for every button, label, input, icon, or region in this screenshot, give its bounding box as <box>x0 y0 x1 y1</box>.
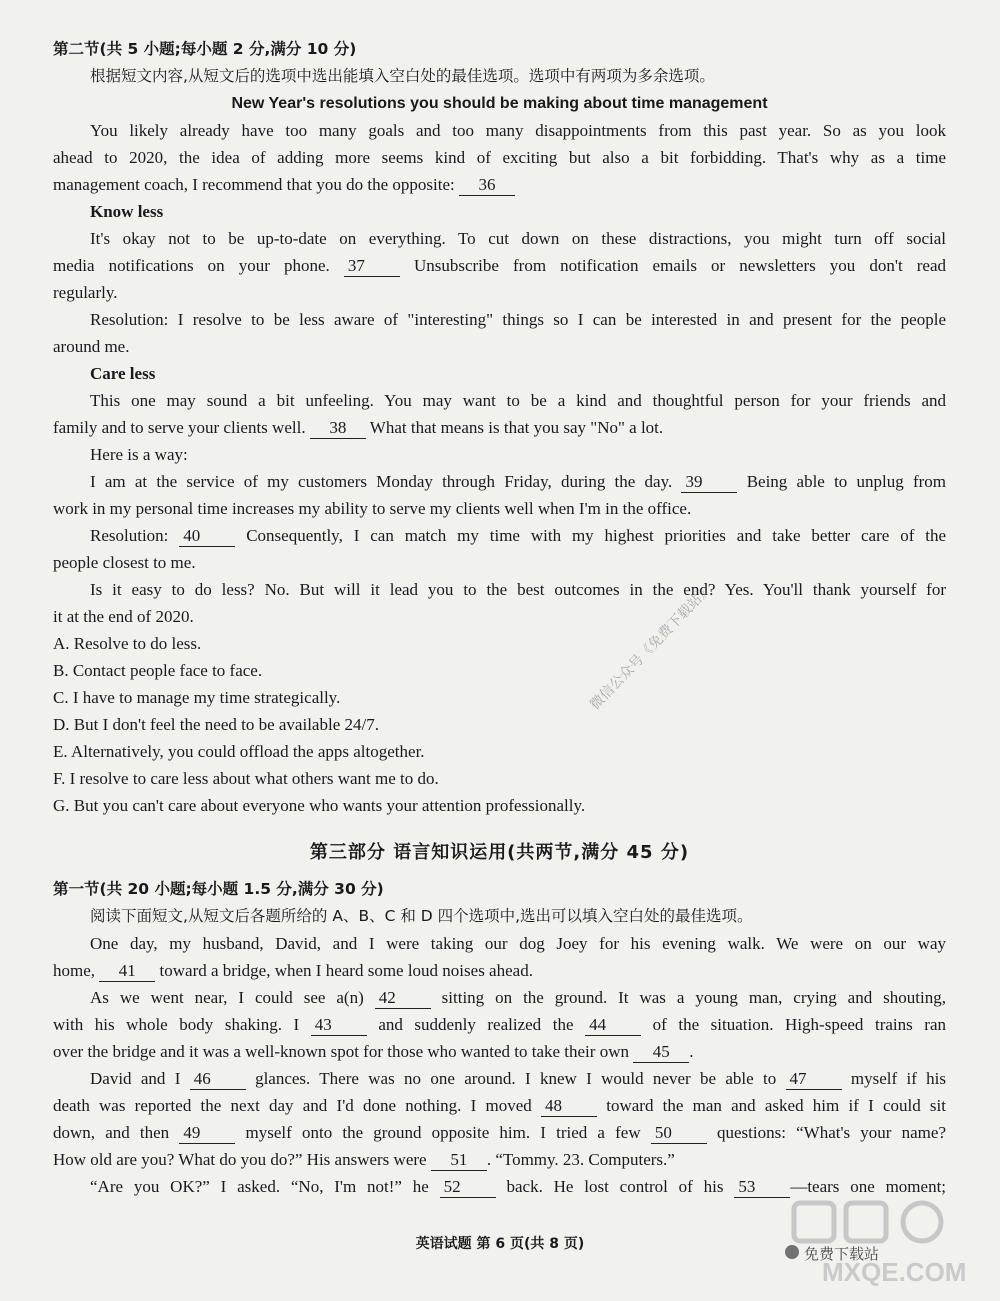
blank-46[interactable]: 46 <box>190 1069 246 1090</box>
text-segment: over the bridge and it was a well-known spot for those who wanted to take their own <box>53 1042 629 1061</box>
text-segment: I am at the service of my customers Monday through Friday, during the day. <box>90 472 673 491</box>
blank-37[interactable]: 37 <box>344 256 400 277</box>
blank-36[interactable]: 36 <box>459 175 515 196</box>
paragraph-line: Here is a way: <box>90 445 188 464</box>
text-segment: Unsubscribe from notification emails or newsletters you don't read <box>413 256 946 275</box>
option-a: A. Resolve to do less. <box>53 634 202 653</box>
paragraph-line <box>53 1011 946 1038</box>
svg-text:MXQE.COM: MXQE.COM <box>822 1257 967 1287</box>
paragraph-line: people closest to me. <box>53 553 196 572</box>
blank-45[interactable]: 45 <box>633 1042 689 1063</box>
paragraph-line: Is it easy to do less? No. But will it lead you to the best outcomes in the end? Yes. You'll thank yourself for <box>90 580 946 599</box>
blank-39[interactable]: 39 <box>681 472 737 493</box>
paragraph-line <box>90 1173 946 1200</box>
text-segment: myself if his <box>850 1069 947 1088</box>
text-segment: Resolution: <box>90 526 169 545</box>
part-3-title: 第三部分 语言知识运用(共两节,满分 45 分) <box>309 842 690 863</box>
text-segment: toward a bridge, when I heard some loud noises ahead. <box>159 961 533 980</box>
text-segment: home, <box>53 961 96 980</box>
passage-title: New Year's resolutions you should be making about time management <box>231 95 768 112</box>
option-f: F. I resolve to care less about what others want me to do. <box>53 769 439 788</box>
blank-52[interactable]: 52 <box>440 1177 496 1198</box>
paragraph-line: ahead to 2020, the idea of adding more seems kind of exciting but also a bit forbidding. That's why as a time <box>53 148 946 167</box>
option-e: E. Alternatively, you could offload the apps altogether. <box>53 742 425 761</box>
blank-48[interactable]: 48 <box>541 1096 597 1117</box>
section-2-instruction: 根据短文内容,从短文后的选项中选出能填入空白处的最佳选项。选项中有两项为多余选项。 <box>90 67 715 85</box>
text-segment: Consequently, I can match my time with my highest priorities and take better care of the <box>246 526 947 545</box>
text-segment: David and I <box>90 1069 181 1088</box>
blank-53[interactable]: 53 <box>734 1177 790 1198</box>
paragraph-line <box>90 984 946 1011</box>
paragraph-line <box>53 1146 675 1173</box>
blank-42[interactable]: 42 <box>375 988 431 1009</box>
paragraph-line <box>53 1092 946 1119</box>
paragraph-line <box>53 1038 693 1065</box>
paragraph-line <box>53 957 533 984</box>
text-segment: How old are you? What do you do?” His answers were <box>53 1150 427 1169</box>
text-segment: . “Tommy. 23. Computers.” <box>486 1150 675 1169</box>
paragraph-line <box>90 468 946 495</box>
text-segment: toward the man and asked him if I could sit <box>606 1096 946 1115</box>
text-segment: family and to serve your clients well. <box>53 418 306 437</box>
paragraph-line <box>53 1119 946 1146</box>
text-segment: As we went near, I could see a(n) <box>90 988 364 1007</box>
section-1-header: 第一节(共 20 小题;每小题 1.5 分,满分 30 分) <box>53 880 384 898</box>
subheading-know-less: Know less <box>90 202 164 221</box>
paragraph-line: One day, my husband, David, and I were taking our dog Joey for his evening walk. We were on our way <box>90 934 946 953</box>
text-segment: media notifications on your phone. <box>53 256 330 275</box>
text-segment: questions: “What's your name? <box>716 1123 946 1142</box>
watermark-text: 微信公众号《免费下载站》 <box>587 581 716 714</box>
page-footer: 英语试题 第 6 页(共 8 页) <box>415 1236 585 1252</box>
blank-41[interactable]: 41 <box>99 961 155 982</box>
paragraph-line: around me. <box>53 337 130 356</box>
paragraph-line: regularly. <box>53 283 118 302</box>
text-segment: glances. There was no one around. I knew I would never be able to <box>255 1069 777 1088</box>
blank-47[interactable]: 47 <box>786 1069 842 1090</box>
blank-38[interactable]: 38 <box>310 418 366 439</box>
paragraph-line <box>53 171 515 198</box>
text-segment: management coach, I recommend that you do the opposite: <box>53 175 455 194</box>
option-c: C. I have to manage my time strategically. <box>53 688 341 707</box>
watermark-logo-icon <box>782 1197 972 1287</box>
paragraph-line: work in my personal time increases my ability to serve my clients well when I'm in the office. <box>53 499 692 518</box>
blank-50[interactable]: 50 <box>651 1123 707 1144</box>
watermark-logo-text: 免费下载站 <box>804 1245 880 1263</box>
option-d: D. But I don't feel the need to be available 24/7. <box>53 715 379 734</box>
blank-43[interactable]: 43 <box>311 1015 367 1036</box>
text-segment: —tears one moment; <box>790 1177 947 1196</box>
section-1-instruction: 阅读下面短文,从短文后各题所给的 A、B、C 和 D 四个选项中,选出可以填入空白处的最佳选项。 <box>90 907 753 925</box>
text-segment: “Are you OK?” I asked. “No, I'm not!” he <box>90 1177 429 1196</box>
option-b: B. Contact people face to face. <box>53 661 263 680</box>
text-segment: . <box>689 1042 694 1061</box>
blank-49[interactable]: 49 <box>179 1123 235 1144</box>
paragraph-line: it at the end of 2020. <box>53 607 194 626</box>
paragraph-line <box>90 522 946 549</box>
option-g: G. But you can't care about everyone who wants your attention professionally. <box>53 796 586 815</box>
text-segment: back. He lost control of his <box>506 1177 724 1196</box>
text-segment: sitting on the ground. It was a young man, crying and shouting, <box>441 988 946 1007</box>
text-segment: and suddenly realized the <box>378 1015 574 1034</box>
paragraph-line <box>53 252 946 279</box>
paragraph-line: You likely already have too many goals and too many disappointments from this past year. So as you look <box>90 121 946 140</box>
text-segment: death was reported the next day and I'd done nothing. I moved <box>53 1096 532 1115</box>
text-segment: of the situation. High-speed trains ran <box>652 1015 946 1034</box>
paragraph-line: Resolution: I resolve to be less aware of "interesting" things so I can be interested in and present for the people <box>90 310 946 329</box>
paragraph-line: This one may sound a bit unfeeling. You may want to be a kind and thoughtful person for your friends and <box>90 391 946 410</box>
subheading-care-less: Care less <box>90 364 156 383</box>
blank-40[interactable]: 40 <box>179 526 235 547</box>
text-segment: What that means is that you say "No" a lot. <box>369 418 664 437</box>
paragraph-line <box>53 414 663 441</box>
paragraph-line: It's okay not to be up-to-date on everything. To cut down on these distractions, you might turn off social <box>90 229 946 248</box>
text-segment: myself onto the ground opposite him. I tried a few <box>245 1123 641 1142</box>
text-segment: with his whole body shaking. I <box>53 1015 300 1034</box>
section-2-header: 第二节(共 5 小题;每小题 2 分,满分 10 分) <box>53 40 357 58</box>
paragraph-line <box>90 1065 946 1092</box>
blank-51[interactable]: 51 <box>431 1150 487 1171</box>
text-segment: down, and then <box>53 1123 170 1142</box>
blank-44[interactable]: 44 <box>585 1015 641 1036</box>
text-segment: Being able to unplug from <box>746 472 947 491</box>
